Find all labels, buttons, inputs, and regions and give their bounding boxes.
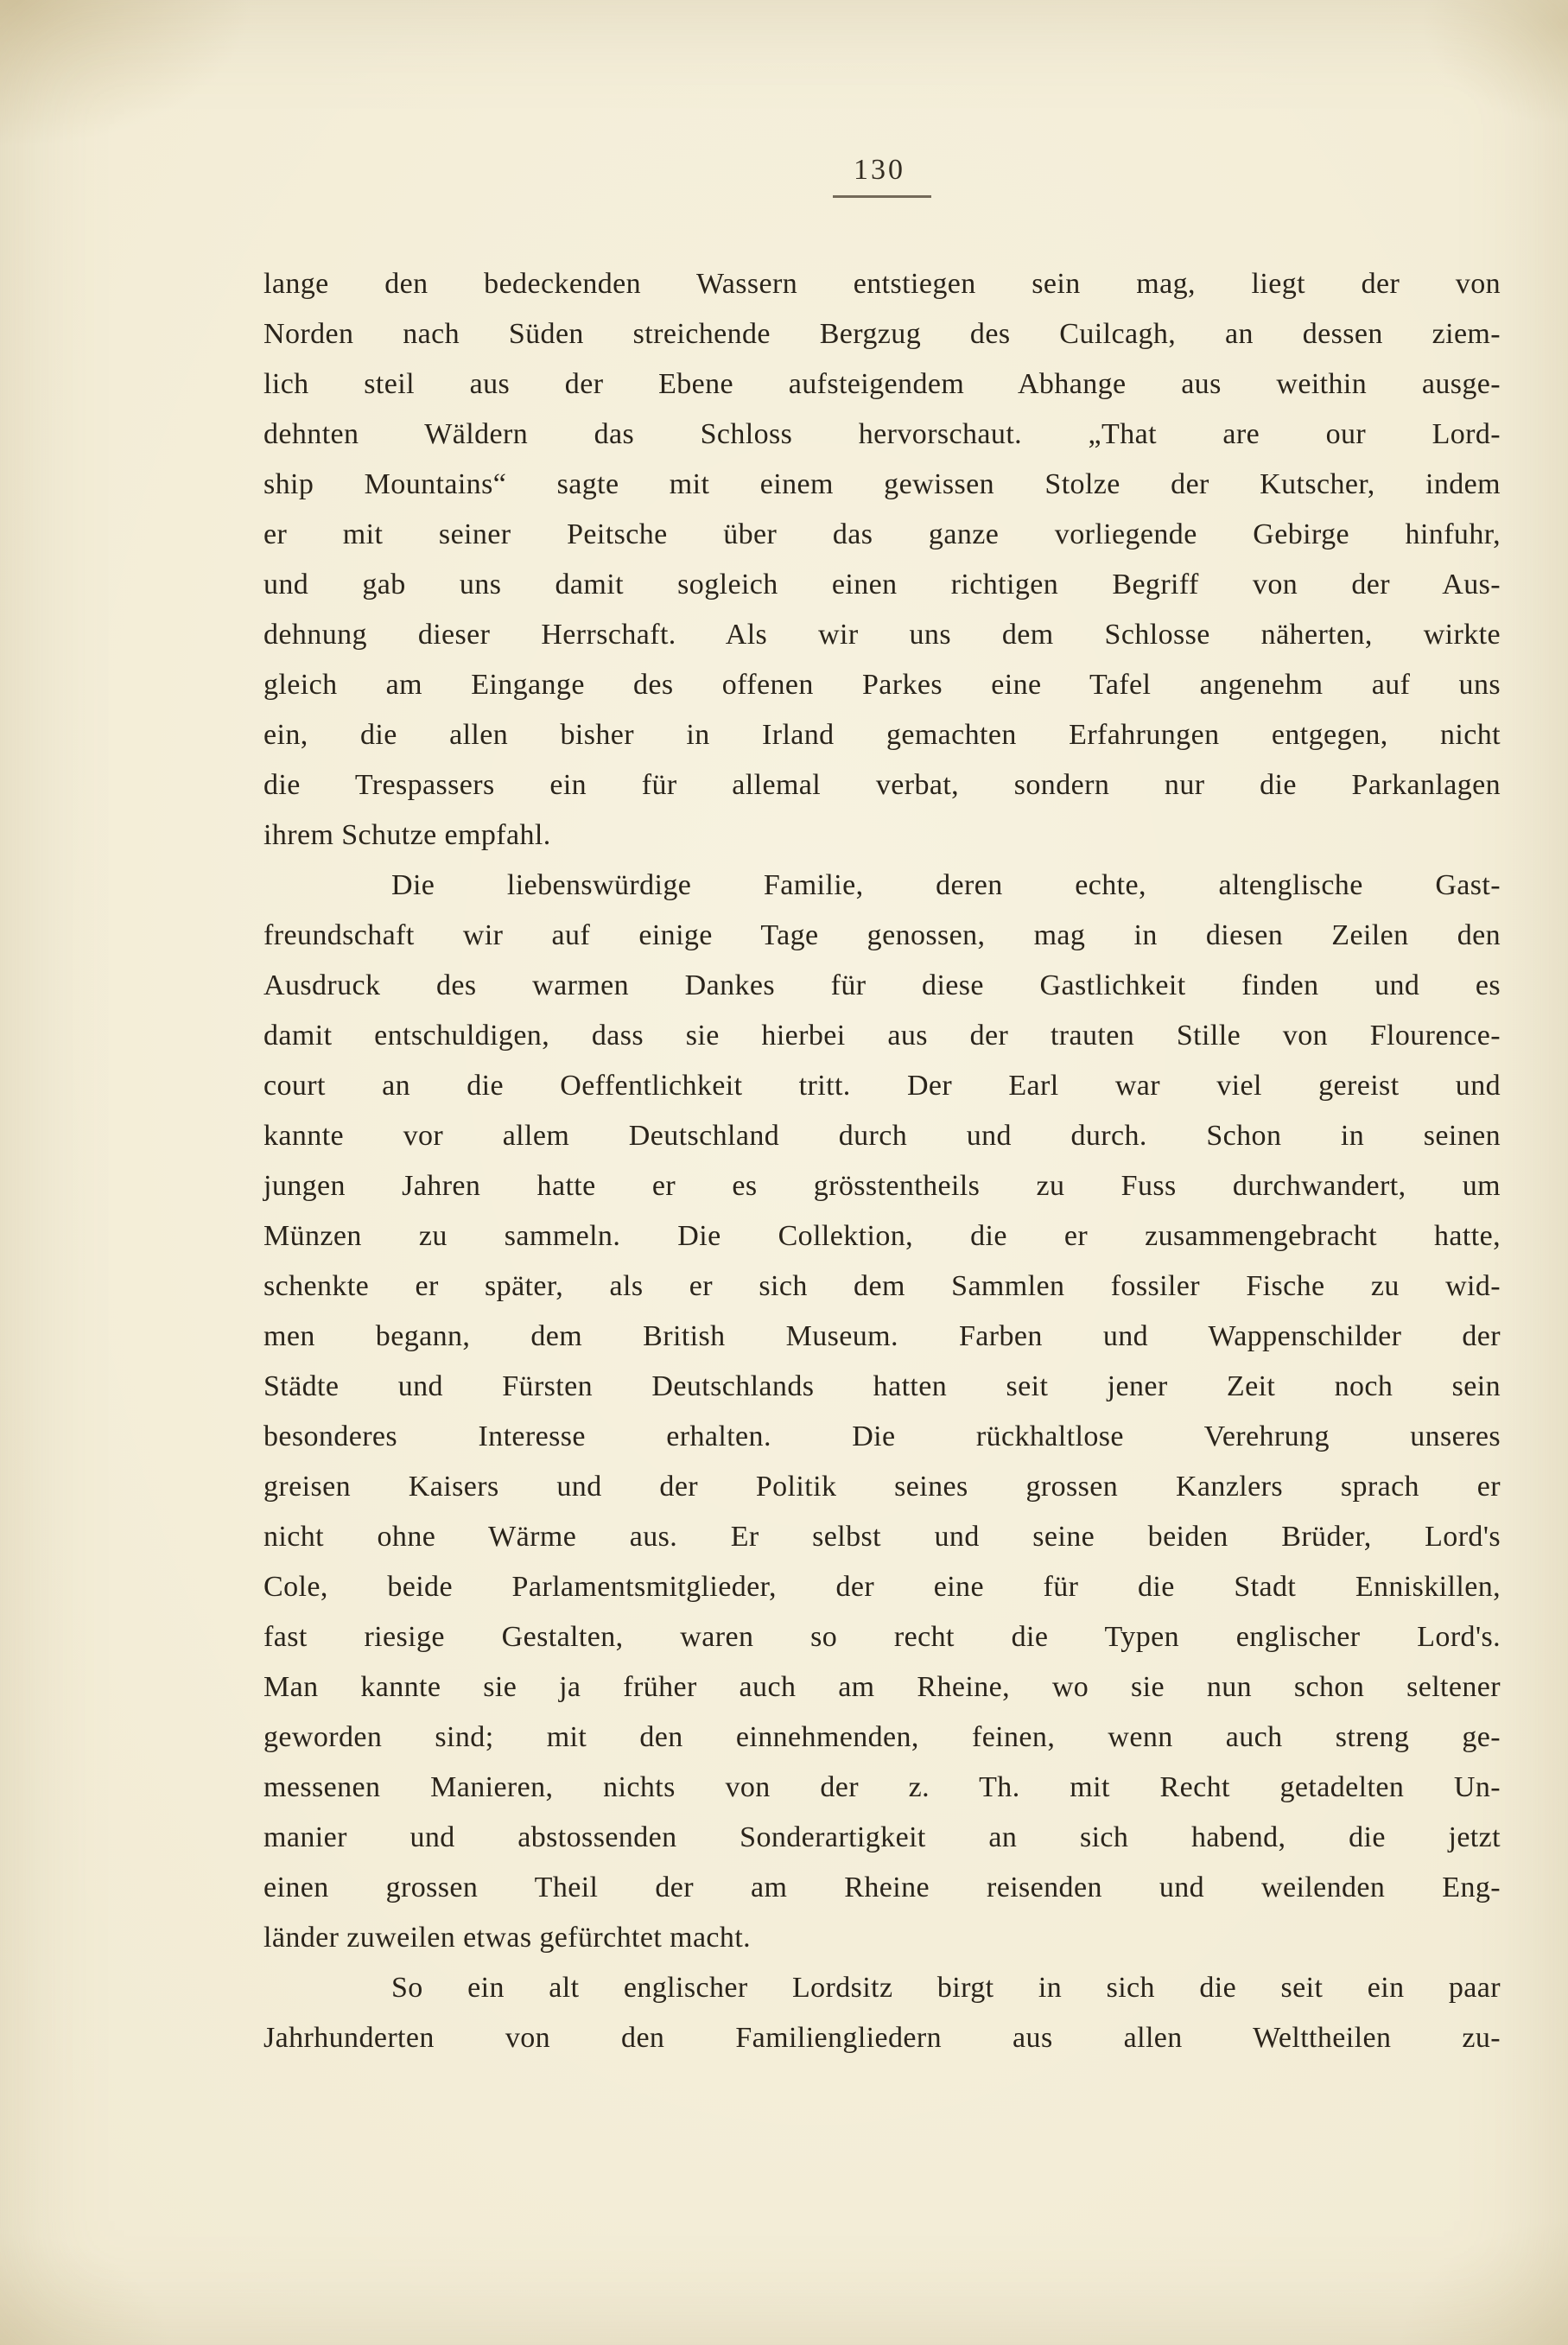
text-line: Die liebenswürdige Familie, deren echte, altenglische Gast- xyxy=(391,869,1501,901)
text-line: Jahrhunderten von den Familiengliedern aus allen Welttheilen zu- xyxy=(263,2022,1501,2054)
paragraph xyxy=(263,1963,1501,2063)
text-line: Cole, beide Parlamentsmitglieder, der eine für die Stadt Enniskillen, xyxy=(263,1571,1501,1603)
text-line: jungen Jahren hatte er es grösstentheils zu Fuss durchwandert, um xyxy=(263,1170,1501,1202)
page-header xyxy=(263,154,1501,198)
text-line: geworden sind; mit den einnehmenden, feinen, wenn auch streng ge- xyxy=(263,1721,1501,1753)
text-line: greisen Kaisers und der Politik seines grossen Kanzlers sprach er xyxy=(263,1471,1501,1503)
text-line: So ein alt englischer Lordsitz birgt in sich die seit ein paar xyxy=(391,1972,1501,2004)
text-line: damit entschuldigen, dass sie hierbei aus der trauten Stille von Flourence- xyxy=(263,1020,1501,1052)
text-line: ihrem Schutze empfahl. xyxy=(263,819,551,851)
text-line: fast riesige Gestalten, waren so recht die Typen englischer Lord's. xyxy=(263,1621,1501,1653)
text-line: men begann, dem British Museum. Farben und Wappenschilder der xyxy=(263,1320,1501,1352)
text-line: er mit seiner Peitsche über das ganze vorliegende Gebirge hinfuhr, xyxy=(263,518,1501,550)
text-line: Ausdruck des warmen Dankes für diese Gastlichkeit finden und es xyxy=(263,969,1501,1001)
text-line: ship Mountains“ sagte mit einem gewissen Stolze der Kutscher, indem xyxy=(263,468,1501,500)
text-line: nicht ohne Wärme aus. Er selbst und seine beiden Brüder, Lord's xyxy=(263,1521,1501,1553)
text-line: gleich am Eingange des offenen Parkes eine Tafel angenehm auf uns xyxy=(263,669,1501,701)
page-number: 130 xyxy=(833,154,931,198)
paragraph xyxy=(263,259,1501,861)
text-block xyxy=(263,259,1501,2063)
text-line: Norden nach Süden streichende Bergzug des Cuilcagh, an dessen ziem- xyxy=(263,318,1501,350)
text-line: freundschaft wir auf einige Tage genossen, mag in diesen Zeilen den xyxy=(263,919,1501,951)
text-line: Man kannte sie ja früher auch am Rheine, wo sie nun schon seltener xyxy=(263,1671,1501,1703)
text-line: lich steil aus der Ebene aufsteigendem Abhange aus weithin ausge- xyxy=(263,368,1501,400)
text-line: einen grossen Theil der am Rheine reisenden und weilenden Eng- xyxy=(263,1872,1501,1903)
text-line: kannte vor allem Deutschland durch und durch. Schon in seinen xyxy=(263,1120,1501,1152)
paragraph xyxy=(263,861,1501,1963)
text-line: lange den bedeckenden Wassern entstiegen sein mag, liegt der von xyxy=(263,268,1501,300)
text-line: court an die Oeffentlichkeit tritt. Der Earl war viel gereist und xyxy=(263,1070,1501,1102)
text-line: ein, die allen bisher in Irland gemachten Erfahrungen entgegen, nicht xyxy=(263,719,1501,751)
text-line: Münzen zu sammeln. Die Collektion, die er zusammengebracht hatte, xyxy=(263,1220,1501,1252)
text-line: dehnten Wäldern das Schloss hervorschaut. „That are our Lord- xyxy=(263,418,1501,450)
text-line: dehnung dieser Herrschaft. Als wir uns dem Schlosse näherten, wirkte xyxy=(263,619,1501,651)
text-line: messenen Manieren, nichts von der z. Th. mit Recht getadelten Un- xyxy=(263,1771,1501,1803)
text-line: Städte und Fürsten Deutschlands hatten seit jener Zeit noch sein xyxy=(263,1370,1501,1402)
text-line: länder zuweilen etwas gefürchtet macht. xyxy=(263,1922,752,1954)
text-line: besonderes Interesse erhalten. Die rückhaltlose Verehrung unseres xyxy=(263,1420,1501,1452)
text-line: schenkte er später, als er sich dem Sammlen fossiler Fische zu wid- xyxy=(263,1270,1501,1302)
text-line: manier und abstossenden Sonderartigkeit an sich habend, die jetzt xyxy=(263,1821,1501,1853)
text-line: und gab uns damit sogleich einen richtigen Begriff von der Aus- xyxy=(263,569,1501,601)
text-line: die Trespassers ein für allemal verbat, sondern nur die Parkanlagen xyxy=(263,769,1501,801)
